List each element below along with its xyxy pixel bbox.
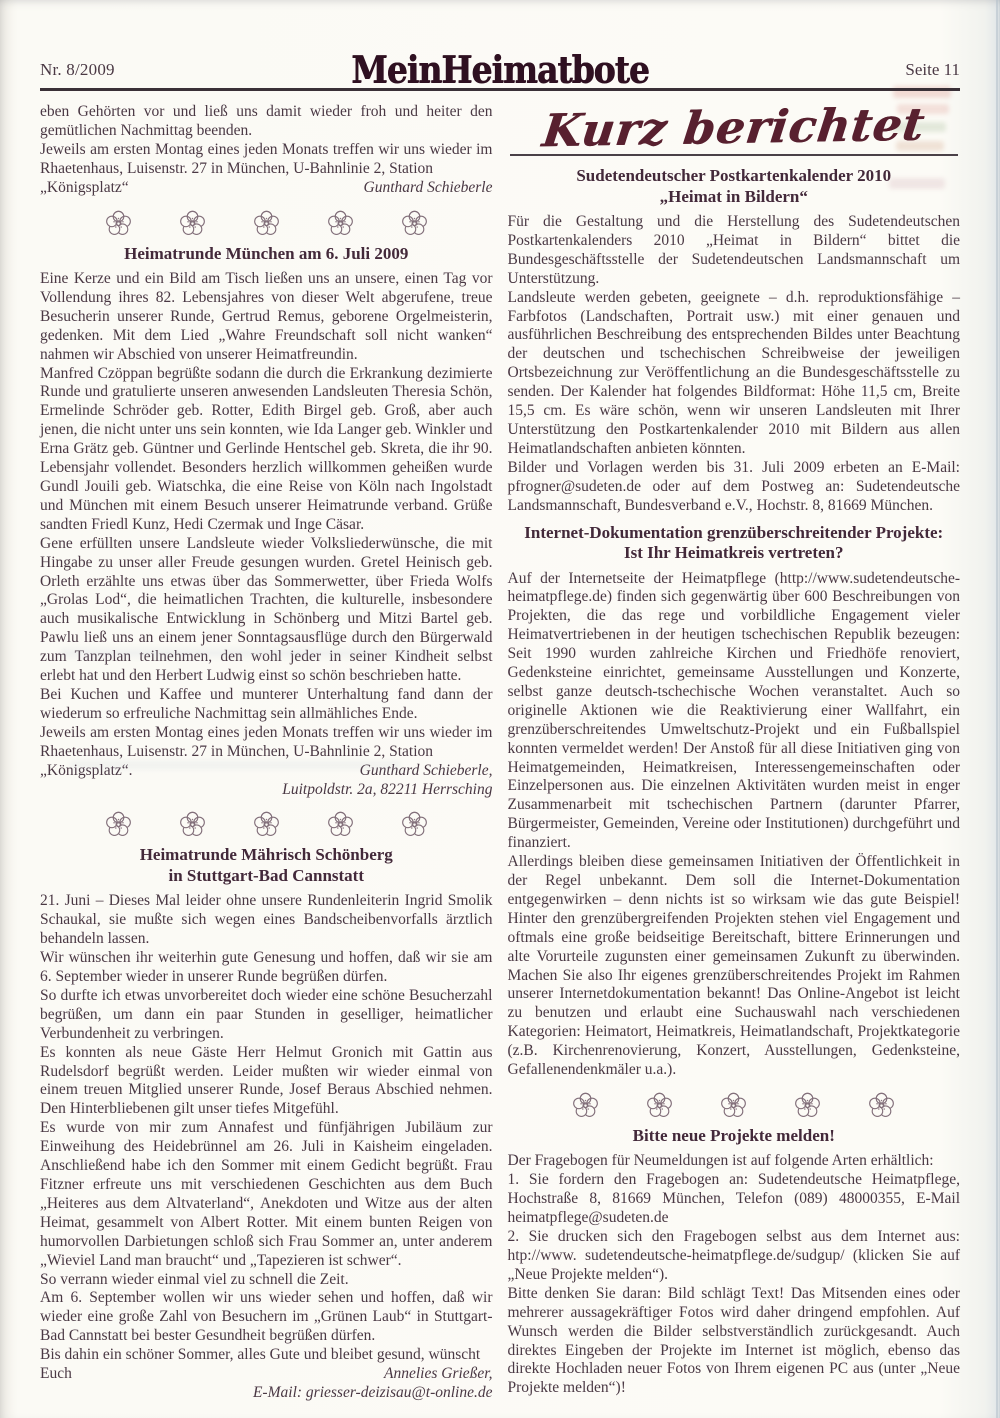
paragraph: Jeweils am ersten Montag eines jeden Monats treffen wir uns wieder im Rhaetenhaus, Luisenstr. 27 in München, U-Bahnlinie 2, Station — [40, 723, 493, 760]
paragraph: So verrann wieder einmal viel zu schnell die Zeit. — [40, 1270, 349, 1288]
rose-ornament-icon — [179, 210, 206, 237]
rose-ornament-icon — [327, 811, 354, 838]
author-signature: Annelies Grießer, — [384, 1365, 493, 1383]
paragraph-tail: „Königsplatz“. — [40, 761, 133, 779]
article-heading-line1: Heimatrunde Mährisch Schönberg — [139, 845, 393, 865]
paragraph: Wir wünschen ihr weiterhin gute Genesung und hoffen, daß wir sie am 6. September wieder in unserer Runde begrüßen dürfen. — [40, 949, 493, 986]
rose-ornament-icon — [105, 811, 132, 838]
paragraph: Gene erfüllten unsere Landsleute wieder Volksliederwünsche, die mit Hingabe zu unser aller Freude gesungen wurden. Gretel Heinisch geb. Orleth erzählte uns etwas über das Sommerwetter, über Frieda Wolfs „Grolas Lod“, die heimatlichen Trachten, die kulturelle, insbesondere auch musikalische Entwicklung in Schönberg und Mitzi Bartel geb. Pawlu ließ uns an einem jener Sonntagsausflüge durch den Bürgerwald zum Tanzplan teilnehmen, den wohl jeder in seiner Kindheit selbst erlebt hat und den Herbert Ludwig einst so schön beschrieben hatte. — [40, 534, 493, 685]
paragraph: Am 6. September wollen wir uns wieder sehen und hoffen, daß wir wieder eine große Zahl von Besuchern im „Grünen Laub“ in Stuttgart-Bad Cannstatt bei bester Gesundheit begrüßen dürfen. — [40, 1289, 493, 1345]
section-header-rule — [510, 97, 959, 158]
signature-line — [40, 179, 493, 198]
paragraph: Eine Kerze und ein Bild am Tisch ließen uns an unsere, einen Tag vor Vollendung ihres 82. Lebensjahres von dieser Welt abgerufene, treue Besucherin unserer Runde, Gertrud Remus, geborene Orgelmeisterin, gedenken. Mit dem Lied „Wahre Freundschaft soll nicht wanken“ nahmen wir Abschied von unserer Heimatfreundin. — [40, 270, 493, 363]
article-heading-line1: Sudetendeutscher Postkartenkalender 2010 — [576, 166, 892, 185]
rose-ornament-icon — [794, 1092, 821, 1119]
rose-ornament-icon — [105, 210, 132, 237]
paragraph: Für die Gestaltung und die Herstellung des Sudetendeutschen Postkartenkalenders 2010 „Heimat in Bildern“ bittet die Bundesgeschäftsstelle der Sudetendeutschen Landsmannschaft um Unterstützung. — [507, 213, 960, 287]
paragraph: Der Fragebogen für Neumeldungen ist auf folgende Arten erhältlich: — [507, 1152, 934, 1170]
paragraph-tail: Euch — [40, 1365, 72, 1383]
ornament-row — [508, 1092, 961, 1119]
paragraph: Bis dahin ein schöner Sommer, alles Gute und bleibet gesund, wünscht — [40, 1346, 481, 1364]
rose-ornament-icon — [179, 811, 206, 838]
page-number: Seite 11 — [905, 60, 960, 79]
article-heading-line1: Internet-Dokumentation grenzüberschreitender Projekte: — [524, 522, 944, 542]
signature-line — [40, 1365, 493, 1384]
paragraph: Es konnten als neue Gäste Herr Helmut Gronich mit Gattin aus Rudelsdorf begrüßt werden. Leider mußten wir wieder einmal von einem treuen Mitglied unserer Runde, Josef Beraus Abschied nehmen. Den Hinterbliebenen gilt unser tiefes Mitgefühl. — [40, 1043, 493, 1118]
section-header-script: Kurz berichtet — [539, 97, 929, 158]
ornament-row — [40, 811, 493, 838]
article-heading-line2: „Heimat in Bildern“ — [659, 186, 808, 206]
paragraph: eben Gehörten vor und ließ uns damit wieder froh und heiter den gemütlichen Nachmittag beenden. — [40, 103, 493, 139]
paragraph-tail: „Königsplatz“ — [40, 178, 129, 196]
article-heading: Bitte neue Projekte melden! — [632, 1125, 835, 1145]
rose-ornament-icon — [401, 210, 428, 237]
rose-ornament-icon — [572, 1092, 599, 1119]
right-column — [507, 97, 961, 1403]
page-header — [40, 34, 960, 91]
paragraph: Landsleute werden gebeten, geeignete – d.h. reproduktionsfähige – Farbfotos (Landschaften, Portrait usw.) mit einer genauen und ausführlichen Beschreibung des entsprechenden Bildes unter Beachtung der deutschen und tschechischen Schreibweise der jeweiligen Ortsbezeichnung zur Veröffentlichung an die Bundesgeschäftsstelle zu senden. Der Kalender hat folgendes Bildformat: Höhe 11,5 cm, Breite 15,5 cm. Es wäre schön, wenn wir unseren Landsleuten mit Ihrer Unterstützung den Postkartenkalender 2010 mit Bildern aus allen Heimatlandschaften anbieten könnten. — [507, 288, 960, 457]
paragraph: Jeweils am ersten Montag eines jeden Monats treffen wir uns wieder im Rhaetenhaus, Luisenstr. 27 in München, U-Bahnlinie 2, Station — [40, 140, 493, 177]
article-heading — [40, 845, 493, 886]
masthead-title: MeinHeimatbote — [351, 47, 649, 92]
paragraph: Auf der Internetseite der Heimatpflege (http://www.sudetendeutsche-heimatpflege.de) finden sich gegenwärtig über 600 Beschreibungen von Projekten, die das rege und vorbildliche Engagement vieler Heimatvertriebenen in der heutigen tschechischen Republik bezeugen: Seit 1990 wurden zahlreiche Kirchen und Friedhöfe renoviert, Gedenksteine einrichtet, gemeinsame Ausstellungen und Konzerte, selbst ganze deutsch-tschechische Wochen veranstaltet. Auch so originelle Aktionen wie die Reaktivierung einer Wallfahrt, ein grenzüberschreitendes Umweltschutz-Projekt und ein Fußballspiel konnten vermeldet werden! Der Anstoß für all diese Initiativen ging von Heimatgemeinden, Heimatkreisen, Interessengemeinschaften oder Einzelpersonen aus. Die einzelnen Aktivitäten wurden meist in enger Zusammenarbeit mit tschechischen Partnern (darunter Pfarrer, Bürgermeister, Gemeinden, Vereine oder Institutionen) durchgeführt und finanziert. — [507, 569, 960, 852]
issue-number: Nr. 8/2009 — [40, 60, 115, 79]
paragraph: 2. Sie drucken sich den Fragebogen selbst aus dem Internet aus: htp://www. sudetendeutsche-heimatpflege.de/sudgup/ (klicken Sie auf „Neue Projekte melden“). — [507, 1228, 960, 1283]
author-signature: Gunthard Schieberle, — [359, 761, 493, 779]
paragraph: Allerdings bleiben diese gemeinsamen Initiativen der Öffentlichkeit in der Regel unbekannt. Dem soll die Internet-Dokumentation entgegenwirken – denn nichts ist so wirksam wie das gute Beispiel! Hinter den grenzübergreifenden Projekten stehen viel Engagement und oftmals eine große beidseitige Bereitschaft, bittere Erinnerungen und alte Vorurteile zugunsten einer gemeinsamen Zukunft zu überwinden. Machen Sie also Ihr eigenes grenzüberschreitendes Projekt im Rahmen unserer Internetdokumentation bekannt! Das Online-Angebot ist leicht zu benutzen und erlaubt eine Suchauswahl nach verschiedenen Kategorien: Heimatort, Heimatkreis, Heimatlandschaft, Projektkategorie (z.B. Kirchenrenovierung, Konzert, Ausstellungen, Gedenksteine, Gefallenendenkmäler u.a.). — [507, 853, 960, 1079]
rose-ornament-icon — [253, 811, 280, 838]
paragraph: 1. Sie fordern den Fragebogen an: Sudetendeutsche Heimatpflege, Hochstraße 8, 81669 München, Telefon (089) 48000355, E-Mail heimatpflege@sudeten.de — [507, 1171, 960, 1227]
paragraph: Manfred Czöppan begrüßte sodann die durch die Erkrankung dezimierte Runde und gratulierte unseren anwesenden Landsleuten Theresia Schön, Ermelinde Schröder geb. Rotter, Edith Birgel geb. Groß, aber auch jenen, die nicht unter uns sein konnten, wie Ida Langer geb. Winkler und Erna Grätz geb. Güntner und Gerlinde Hentschel geb. Skreta, die ihr 90. Lebensjahr vollendet. Besonders herzlich willkommen geheißen wurde Gundl Jouili geb. Wiatschka, die eine Reise von Köln nach Ingolstadt und München mit einem Besuch unserer Heimatrunde verband. Grüße sandten Friedl Kunz, Hedi Czermak und Inge Cäsar. — [40, 364, 493, 533]
rose-ornament-icon — [720, 1092, 747, 1119]
author-address: Luitpoldstr. 2a, 82211 Herrsching — [282, 780, 493, 798]
left-column — [40, 103, 493, 1403]
article-heading-line2: Ist Ihr Heimatkreis vertreten? — [623, 543, 844, 562]
rose-ornament-icon — [253, 210, 280, 237]
rose-ornament-icon — [646, 1092, 673, 1119]
paragraph: 21. Juni – Dieses Mal leider ohne unsere Rundenleiterin Ingrid Smolik Schaukal, sie mußte sich wegen eines Bandscheibenvorfalls ärztlich behandeln lassen. — [40, 892, 493, 948]
rose-ornament-icon — [868, 1092, 895, 1119]
paragraph: So durfte ich etwas unvorbereitet doch wieder eine schöne Besucherzahl begrüßen, um dann ein paar Stunden in geselliger, heimatlicher Verbundenheit zu verbringen. — [40, 986, 493, 1042]
author-signature: Gunthard Schieberle — [363, 178, 493, 196]
paragraph: Es wurde von mir zum Annafest und fünfjährigen Jubiläum zur Einweihung des Heidebrünnel am 26. Juli in Kaisheim eingeladen. Anschließend habe ich den Sommer mit einem Gedicht begrüßt. Frau Fitzner erfreute uns mit verschiedenen Geschichten aus dem Buch „Heiteres aus dem Altvaterland“, Anekdoten und Witze aus der alten Heimat, gesammelt von Albert Rotter. Mit einem bunten Reigen von humorvollen Darbietungen schloß sich Frau Sommer an, unter anderem „Wieviel Land man braucht“ und „Tapezieren ist schwer“. — [40, 1119, 493, 1269]
paragraph: Bilder und Vorlagen werden bis 31. Juli 2009 erbeten an E-Mail: pfrogner@sudeten.de oder auf dem Postweg an: Sudetendeutsche Landsmannschaft, Bundesverband e.V., Hochstr. 8, 81669 München. — [507, 458, 960, 514]
signature-line — [40, 762, 493, 781]
article-heading — [508, 166, 961, 207]
article-heading-line2: in Stuttgart-Bad Cannstatt — [168, 865, 365, 885]
rose-ornament-icon — [327, 210, 354, 237]
paragraph: Bitte denken Sie daran: Bild schlägt Text! Das Mitsenden eines oder mehrerer aussagekräftiger Fotos wird daher dringend empfohlen. Auf Wunsch werden die Bilder selbstverständlich zurückgesandt. Auch direktes Eingeben der Projekte im Internet ist möglich, ebenso das direkte Hochladen neuer Fotos von Ihrem eigenen PC aus (unter „Neue Projekte melden“)! — [507, 1284, 960, 1397]
ornament-row — [40, 210, 493, 237]
article-heading: Heimatrunde München am 6. Juli 2009 — [124, 243, 409, 263]
content-columns — [0, 91, 1000, 1403]
article-heading — [508, 523, 961, 564]
author-email: E-Mail: griesser-deizisau@t-online.de — [252, 1383, 493, 1401]
paragraph: Bei Kuchen und Kaffee und munterer Unterhaltung fand dann der wiederum so erfreuliche Nachmittag sein allmähliches Ende. — [40, 685, 493, 722]
rose-ornament-icon — [401, 811, 428, 838]
